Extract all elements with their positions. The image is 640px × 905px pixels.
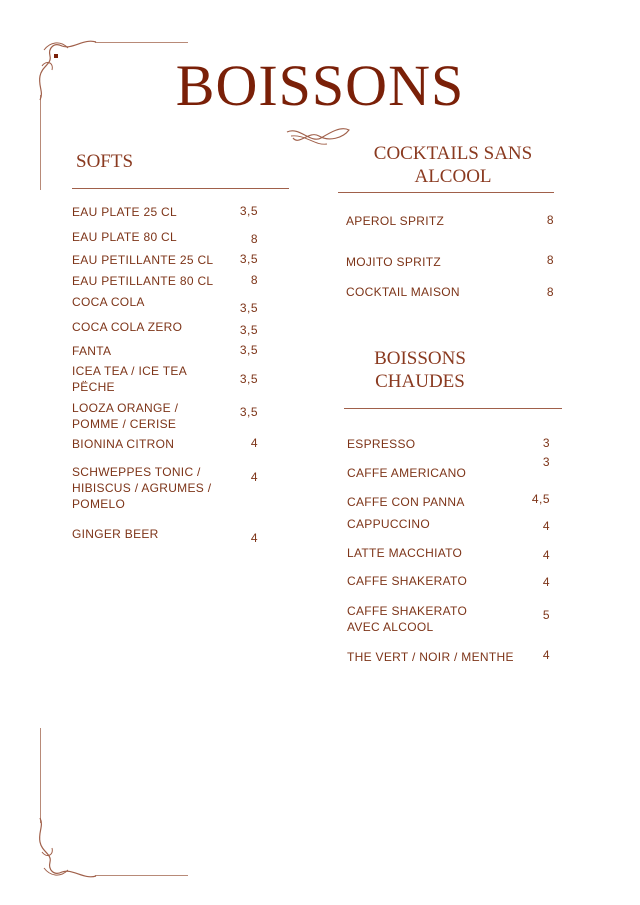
menu-item-price: 5: [542, 608, 550, 622]
menu-item-price: 8: [546, 213, 554, 227]
flourish-divider-icon: [285, 124, 351, 154]
menu-item-price: 4: [250, 470, 258, 484]
menu-item-name: COCA COLA: [72, 295, 145, 309]
menu-item-name: LOOZA ORANGE / POMME / CERISE: [72, 401, 179, 431]
menu-item-price: 8: [250, 232, 258, 246]
menu-item-price: 8: [250, 273, 258, 287]
chaudes-divider: [344, 408, 562, 409]
menu-item-price: 3,5: [239, 323, 258, 337]
menu-item-price: 4,5: [531, 492, 550, 506]
menu-item-name: CAFFE SHAKERATO: [347, 574, 468, 588]
section-heading-softs: SOFTS: [76, 151, 134, 172]
menu-item-price: 3,5: [239, 252, 258, 266]
menu-item-price: 3,5: [239, 301, 258, 315]
softs-divider: [72, 188, 289, 189]
menu-item-price: 4: [542, 519, 550, 533]
menu-item-name: LATTE MACCHIATO: [347, 546, 463, 560]
menu-item-name: CAFFE CON PANNA: [347, 495, 465, 509]
menu-item-price: 3,5: [239, 343, 258, 357]
menu-item-price: 4: [542, 575, 550, 589]
menu-item-name: EAU PETILLANTE 80 CL: [72, 274, 214, 288]
menu-item-name: COCKTAIL MAISON: [346, 285, 460, 299]
menu-item-name: BIONINA CITRON: [72, 437, 175, 451]
menu-item-name: ICEA TEA / ICE TEA PËCHE: [72, 364, 187, 394]
cocktails-divider: [338, 192, 554, 193]
menu-item-price: 4: [542, 648, 550, 662]
menu-item-price: 3,5: [239, 204, 258, 218]
menu-item-price: 4: [250, 436, 258, 450]
menu-item-name: THE VERT / NOIR / MENTHE: [347, 650, 514, 664]
menu-item-price: 3,5: [239, 405, 258, 419]
menu-item-name: GINGER BEER: [72, 527, 159, 541]
menu-item-price: 3,5: [239, 372, 258, 386]
page-title: BOISSONS: [175, 53, 465, 118]
frame-top-line: [95, 42, 188, 43]
menu-item-name: FANTA: [72, 344, 112, 358]
menu-item-name: SCHWEPPES TONIC / HIBISCUS / AGRUMES / POMELO: [72, 465, 212, 511]
menu-item-price: 3: [542, 436, 550, 450]
menu-item-name: EAU PETILLANTE 25 CL: [72, 253, 214, 267]
frame-left-bottom-line: [40, 728, 41, 823]
menu-item-name: COCA COLA ZERO: [72, 320, 183, 334]
menu-item-price: 4: [542, 548, 550, 562]
menu-item-price: 4: [250, 531, 258, 545]
menu-item-name: CAFFE AMERICANO: [347, 466, 467, 480]
frame-bottom-line: [95, 875, 188, 876]
menu-item-name: APEROL SPRITZ: [346, 214, 445, 228]
menu-item-name: CAPPUCCINO: [347, 517, 431, 531]
menu-item-name: EAU PLATE 80 CL: [72, 230, 177, 244]
menu-item-name: MOJITO SPRITZ: [346, 255, 442, 269]
menu-item-name: ESPRESSO: [347, 437, 416, 451]
menu-item-price: 8: [546, 253, 554, 267]
menu-item-name: EAU PLATE 25 CL: [72, 205, 177, 219]
flourish-corner-bottom-icon: [34, 812, 100, 882]
menu-item-name: CAFFE SHAKERATO AVEC ALCOOL: [347, 604, 468, 634]
section-heading-cocktails: COCKTAILS SANS ALCOOL: [373, 143, 533, 187]
section-heading-chaudes: BOISSONS CHAUDES: [374, 348, 466, 392]
menu-item-price: 8: [546, 285, 554, 299]
menu-item-price: 3: [542, 455, 550, 469]
